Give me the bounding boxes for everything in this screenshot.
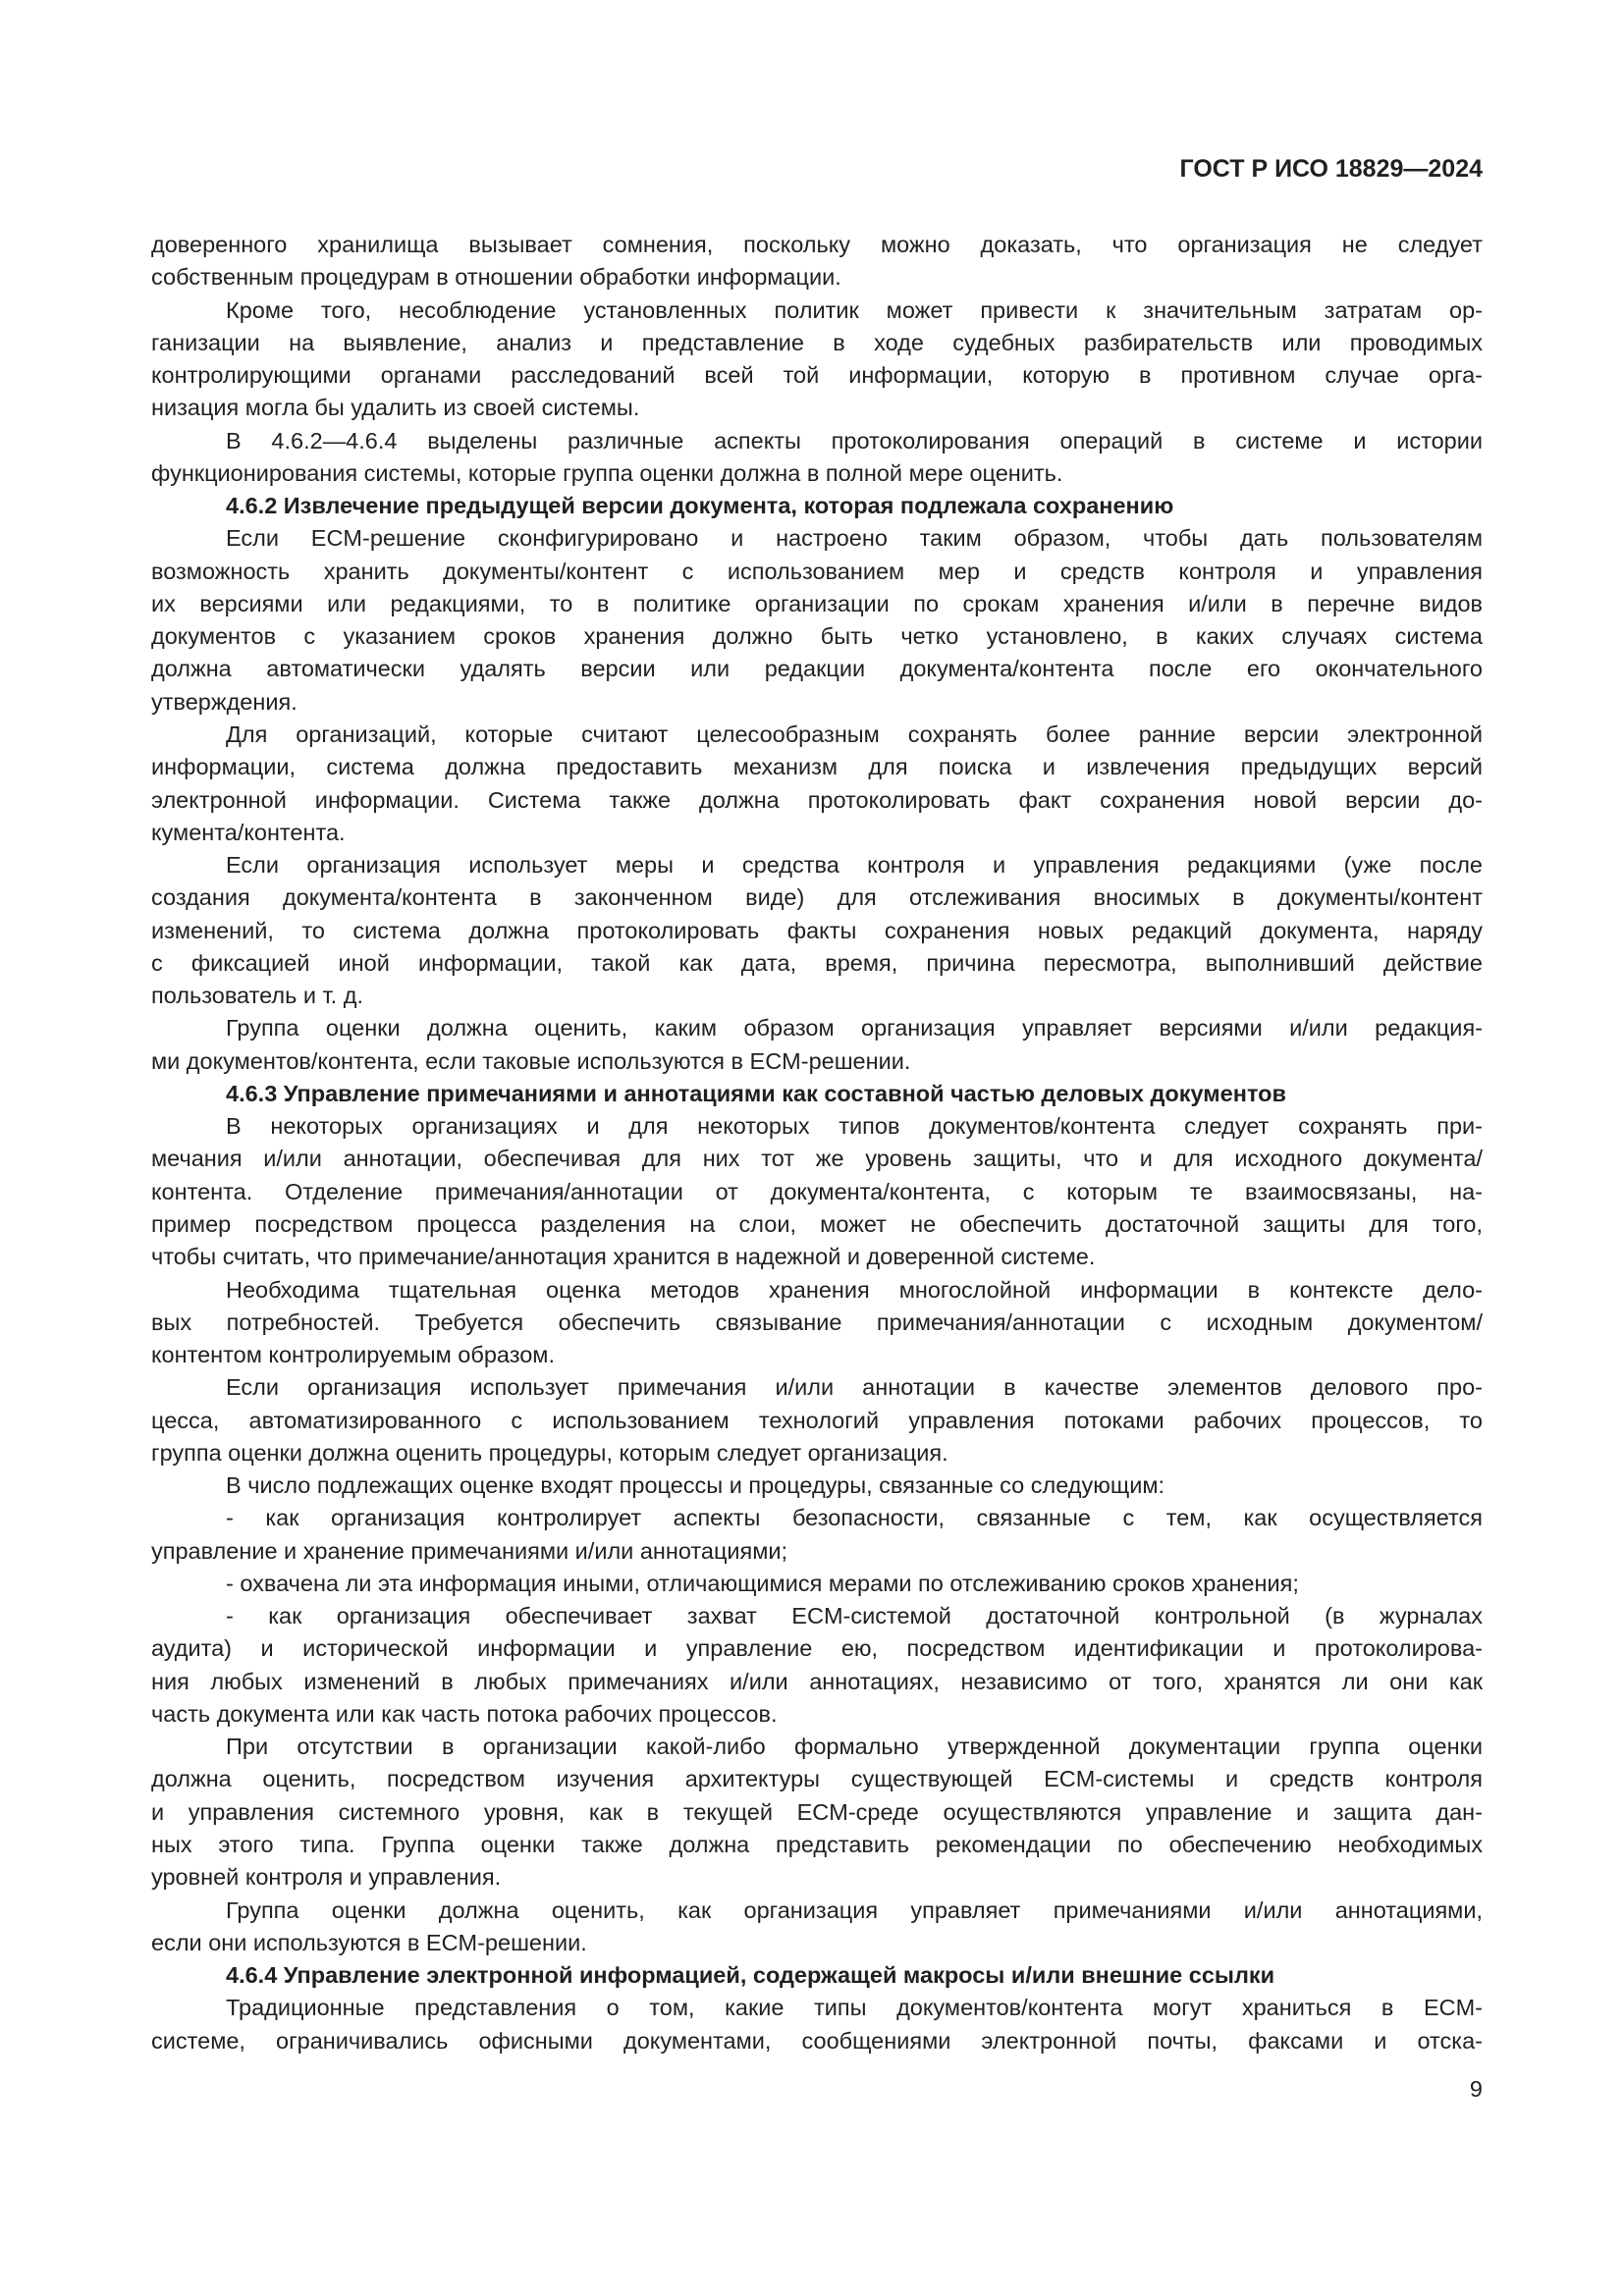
paragraph (151, 1012, 1483, 1078)
text-line: утверждения. (151, 688, 298, 715)
text-line: и управления системного уровня, как в текущей ECM-среде осуществляются управление и защита дан- (151, 1798, 1483, 1825)
text-line: ных этого типа. Группа оценки также должна представить рекомендации по обеспечению необходимых (151, 1832, 1483, 1858)
paragraph (151, 1502, 1483, 1568)
text-line: вых потребностей. Требуется обеспечить связывание примечания/аннотации с исходным документом/ (151, 1308, 1483, 1335)
text-line: Если ECM-решение сконфигурировано и настроено таким образом, чтобы дать пользователям (226, 525, 1483, 552)
text-line: пользователь и т. д. (151, 983, 363, 1009)
text-line: функционирования системы, которые группа оценки должна в полной мере оценить. (151, 459, 1063, 486)
text-line: - как организация контролирует аспекты безопасности, связанные с тем, как осуществляется (226, 1505, 1483, 1531)
paragraph (151, 849, 1483, 1012)
text-line: В некоторых организациях и для некоторых типов документов/контента следует сохранять при- (226, 1113, 1483, 1140)
text-line: чтобы считать, что примечание/аннотация хранится в надежной и доверенной системе. (151, 1244, 1096, 1270)
text-line: При отсутствии в организации какой-либо формально утвержденной документации группа оценки (226, 1734, 1483, 1760)
paragraph (151, 522, 1483, 719)
text-line: 4.6.2 Извлечение предыдущей версии документа, которая подлежала сохранению (226, 493, 1174, 519)
text-line: Необходима тщательная оценка методов хранения многослойной информации в контексте дело- (226, 1276, 1483, 1303)
text-line: Если организация использует примечания и/или аннотации в качестве элементов делового про- (226, 1374, 1483, 1401)
text-line: ния любых изменений в любых примечаниях и/или аннотациях, независимо от того, хранятся ли они как (151, 1668, 1483, 1694)
text-line: если они используются в ECM-решении. (151, 1929, 587, 1955)
text-line: должна оценить, посредством изучения архитектуры существующей ECM-системы и средств контроля (151, 1766, 1483, 1792)
text-line: уровней контроля и управления. (151, 1864, 502, 1891)
section-heading (151, 1959, 1483, 1992)
text-line: низация могла бы удалить из своей системы. (151, 395, 640, 421)
text-line: изменений, то система должна протоколировать факты сохранения новых редакций документа, наряду (151, 917, 1483, 943)
text-line: 4.6.4 Управление электронной информацией, содержащей макросы и/или внешние ссылки (226, 1962, 1275, 1989)
paragraph (151, 1274, 1483, 1372)
section-heading (151, 1078, 1483, 1110)
text-line: пример посредством процесса разделения на слои, может не обеспечить достаточной защиты для того, (151, 1210, 1483, 1237)
text-line: с фиксацией иной информации, такой как дата, время, причина пересмотра, выполнивший действие (151, 949, 1483, 976)
text-line: создания документа/контента в законченном виде) для отслеживания вносимых в документы/контент (151, 884, 1483, 911)
paragraph (151, 1895, 1483, 1960)
document-body (151, 229, 1483, 2057)
paragraph (151, 229, 1483, 294)
text-line: Группа оценки должна оценить, каким образом организация управляет версиями и/или редакция- (226, 1015, 1483, 1041)
text-line: аудита) и исторической информации и управление ею, посредством идентификации и протоколирова- (151, 1635, 1483, 1662)
paragraph (151, 719, 1483, 849)
text-line: группа оценки должна оценить процедуры, которым следует организация. (151, 1439, 948, 1466)
text-line: Группа оценки должна оценить, как организация управляет примечаниями и/или аннотациями, (226, 1896, 1483, 1923)
text-line: ми документов/контента, если таковые используются в ECM-решении. (151, 1047, 911, 1074)
text-line: документов с указанием сроков хранения должно быть четко установлено, в каких случаях система (151, 623, 1483, 650)
paragraph (151, 1469, 1483, 1502)
text-line: кумента/контента. (151, 819, 346, 845)
text-line: В число подлежащих оценке входят процессы и процедуры, связанные со следующим: (226, 1472, 1165, 1499)
paragraph (151, 1600, 1483, 1731)
paragraph (151, 294, 1483, 425)
text-line: доверенного хранилища вызывает сомнения, поскольку можно доказать, что организация не следует (151, 232, 1483, 257)
text-line: информации, система должна предоставить механизм для поиска и извлечения предыдущих версий (151, 754, 1483, 780)
text-line: собственным процедурам в отношении обработки информации. (151, 264, 841, 291)
text-line: возможность хранить документы/контент с использованием мер и средств контроля и управления (151, 558, 1483, 584)
text-line: ганизации на выявление, анализ и представление в ходе судебных разбирательств или проводимых (151, 329, 1483, 355)
text-line: электронной информации. Система также должна протоколировать факт сохранения новой версии до- (151, 786, 1483, 813)
text-line: системе, ограничивались офисными документами, сообщениями электронной почты, факсами и отска- (151, 2027, 1483, 2054)
text-line: должна автоматически удалять версии или редакции документа/контента после его окончательного (151, 656, 1483, 682)
text-line: Для организаций, которые считают целесообразным сохранять более ранние версии электронной (226, 721, 1483, 747)
paragraph (151, 425, 1483, 491)
text-line: часть документа или как часть потока рабочих процессов. (151, 1700, 778, 1727)
text-line: Если организация использует меры и средства контроля и управления редакциями (уже после (226, 852, 1483, 879)
text-line: - как организация обеспечивает захват ECM-системой достаточной контрольной (в журналах (226, 1603, 1483, 1629)
text-line: - охвачена ли эта информация иными, отличающимися мерами по отслеживанию сроков хранения; (226, 1570, 1299, 1596)
paragraph (151, 1371, 1483, 1469)
paragraph (151, 1568, 1483, 1600)
text-line: контентом контролируемым образом. (151, 1342, 555, 1368)
text-line: контента. Отделение примечания/аннотации от документа/контента, с которым те взаимосвязаны, на- (151, 1178, 1483, 1204)
text-line: мечания и/или аннотации, обеспечивая для них тот же уровень защиты, что и для исходного документа/ (151, 1146, 1483, 1172)
section-heading (151, 490, 1483, 522)
page-number: 9 (1469, 2076, 1483, 2102)
paragraph (151, 1731, 1483, 1894)
text-line: контролирующими органами расследований всей той информации, которую в противном случае орга- (151, 362, 1483, 389)
text-line: их версиями или редакциями, то в политике организации по срокам хранения и/или в перечне видов (151, 590, 1483, 616)
text-line: Традиционные представления о том, какие типы документов/контента могут храниться в ECM- (226, 1995, 1483, 2021)
text-line: В 4.6.2—4.6.4 выделены различные аспекты протоколирования операций в системе и истории (226, 427, 1483, 454)
paragraph (151, 1992, 1483, 2057)
text-line: цесса, автоматизированного с использованием технологий управления потоками рабочих процессов, то (151, 1407, 1483, 1433)
text-line: 4.6.3 Управление примечаниями и аннотациями как составной частью деловых документов (226, 1080, 1286, 1106)
text-line: Кроме того, несоблюдение установленных политик может привести к значительным затратам ор- (226, 296, 1483, 323)
paragraph (151, 1110, 1483, 1273)
document-header-title: ГОСТ Р ИСО 18829—2024 (1179, 155, 1483, 183)
text-line: управление и хранение примечаниями и/или аннотациями; (151, 1537, 788, 1564)
